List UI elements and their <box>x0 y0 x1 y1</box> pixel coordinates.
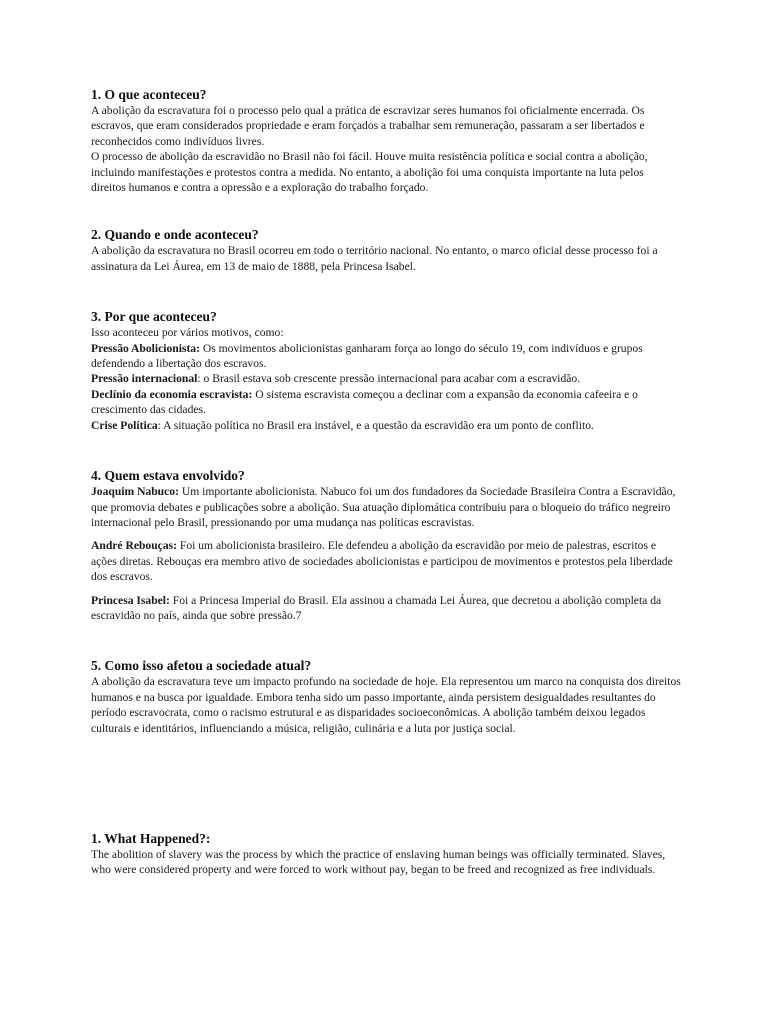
paragraph: A abolição da escravatura foi o processo pelo qual a prática de escravizar seres humanos foi oficialmente encerrada. Os escravos, que eram considerados propriedade e eram forçados a trabalhar sem remuneração, passaram a ser libertados e reconhecidos como indivíduos livres. <box>91 104 645 148</box>
person-name: Joaquim Nabuco: <box>91 485 179 499</box>
person-text: Foi a Princesa Imperial do Brasil. Ela assinou a chamada Lei Áurea, que decretou a abolição completa da escravidão no país, ainda que sobre pressão.7 <box>91 593 662 622</box>
paragraph: A abolição da escravatura teve um impacto profundo na sociedade de hoje. Ela representou um marco na conquista dos direitos humanos e na busca por igualdade. Embora tenha sido um passo importante, ainda persistem desigualdades resultantes do período escravocrata, como o racismo estrutural e as disparidades socioeconômicas. A abolição também deixou legados culturais e identitários, influenciando a música, religião, culinária e a luta por justiça social. <box>91 675 681 735</box>
reason-term: Crise Política <box>91 418 158 432</box>
person-item <box>91 538 681 584</box>
reason-item <box>91 341 681 372</box>
reason-text: Os movimentos abolicionistas ganharam força ao longo do século 19, com indivíduos e grupos defendendo a libertação dos escravos. <box>91 341 643 371</box>
section-what-happened-pt <box>91 86 681 195</box>
section-why <box>91 308 681 433</box>
reason-text: : o Brasil estava sob crescente pressão internacional para acabar com a escravidão. <box>197 372 581 386</box>
person-name: Princesa Isabel: <box>91 593 170 607</box>
reason-item <box>91 418 681 433</box>
person-text: Foi um abolicionista brasileiro. Ele defendeu a abolição da escravidão por meio de palestras, escritos e ações diretas. Rebouças era membro ativo de sociedades abolicionistas e participou de movimentos e protestos pela liberdade dos escravos. <box>91 539 673 584</box>
person-item <box>91 484 681 530</box>
section-title: 3. Por que aconteceu? <box>91 309 217 325</box>
section-title: 2. Quando e onde aconteceu? <box>91 227 259 243</box>
reason-item <box>91 371 681 386</box>
reason-text: : A situação política no Brasil era instável, e a questão da escravidão era um ponto de conflito. <box>157 418 594 432</box>
paragraph: The abolition of slavery was the process by which the practice of enslaving human beings was officially terminated. Slaves, who were considered property and were forced to work without pay, began to be freed and recognized as free individuals. <box>91 847 666 877</box>
section-when-where <box>91 226 681 274</box>
person-item <box>91 593 681 624</box>
person-name: André Rebouças: <box>91 539 177 553</box>
reason-term: Pressão Abolicionista: <box>91 341 200 355</box>
section-title: 1. O que aconteceu? <box>91 87 207 102</box>
reason-item <box>91 387 681 418</box>
section-title: 5. Como isso afetou a sociedade atual? <box>91 658 312 674</box>
person-text: Um importante abolicionista. Nabuco foi um dos fundadores da Sociedade Brasileira Contra a Escravidão, que promovia debates e publicações sobre a abolição. Sua atuação diplomática contribuiu para o bloqueio do tráfico negreiro internacional pelo Brasil, pressionando por uma mudança nas políticas escravistas. <box>91 485 676 529</box>
reason-text: O sistema escravista começou a declinar com a expansão da economia cafeeira e o crescimento das cidades. <box>91 387 638 417</box>
section-impact <box>91 657 681 736</box>
section-intro: Isso aconteceu por vários motivos, como: <box>91 326 284 340</box>
section-title: 4. Quem estava envolvido? <box>91 468 245 484</box>
section-what-happened-en <box>91 830 681 878</box>
paragraph: O processo de abolição da escravidão no Brasil não foi fácil. Houve muita resistência política e social contra a abolição, incluindo manifestações e protestos contra a medida. No entanto, a abolição foi uma conquista importante na luta pelos direitos humanos e contra a opressão e a exploração do trabalho forçado. <box>91 150 648 195</box>
section-who <box>91 467 681 623</box>
section-title: 1. What Happened?: <box>91 830 211 846</box>
reason-term: Declínio da economia escravista: <box>91 387 253 401</box>
paragraph: A abolição da escravatura no Brasil ocorreu em todo o território nacional. No entanto, o marco oficial desse processo foi a assinatura da Lei Áurea, em 13 de maio de 1888, pela Princesa Isabel. <box>91 244 658 273</box>
reason-term: Pressão internacional <box>91 372 198 386</box>
document-content <box>91 86 681 878</box>
